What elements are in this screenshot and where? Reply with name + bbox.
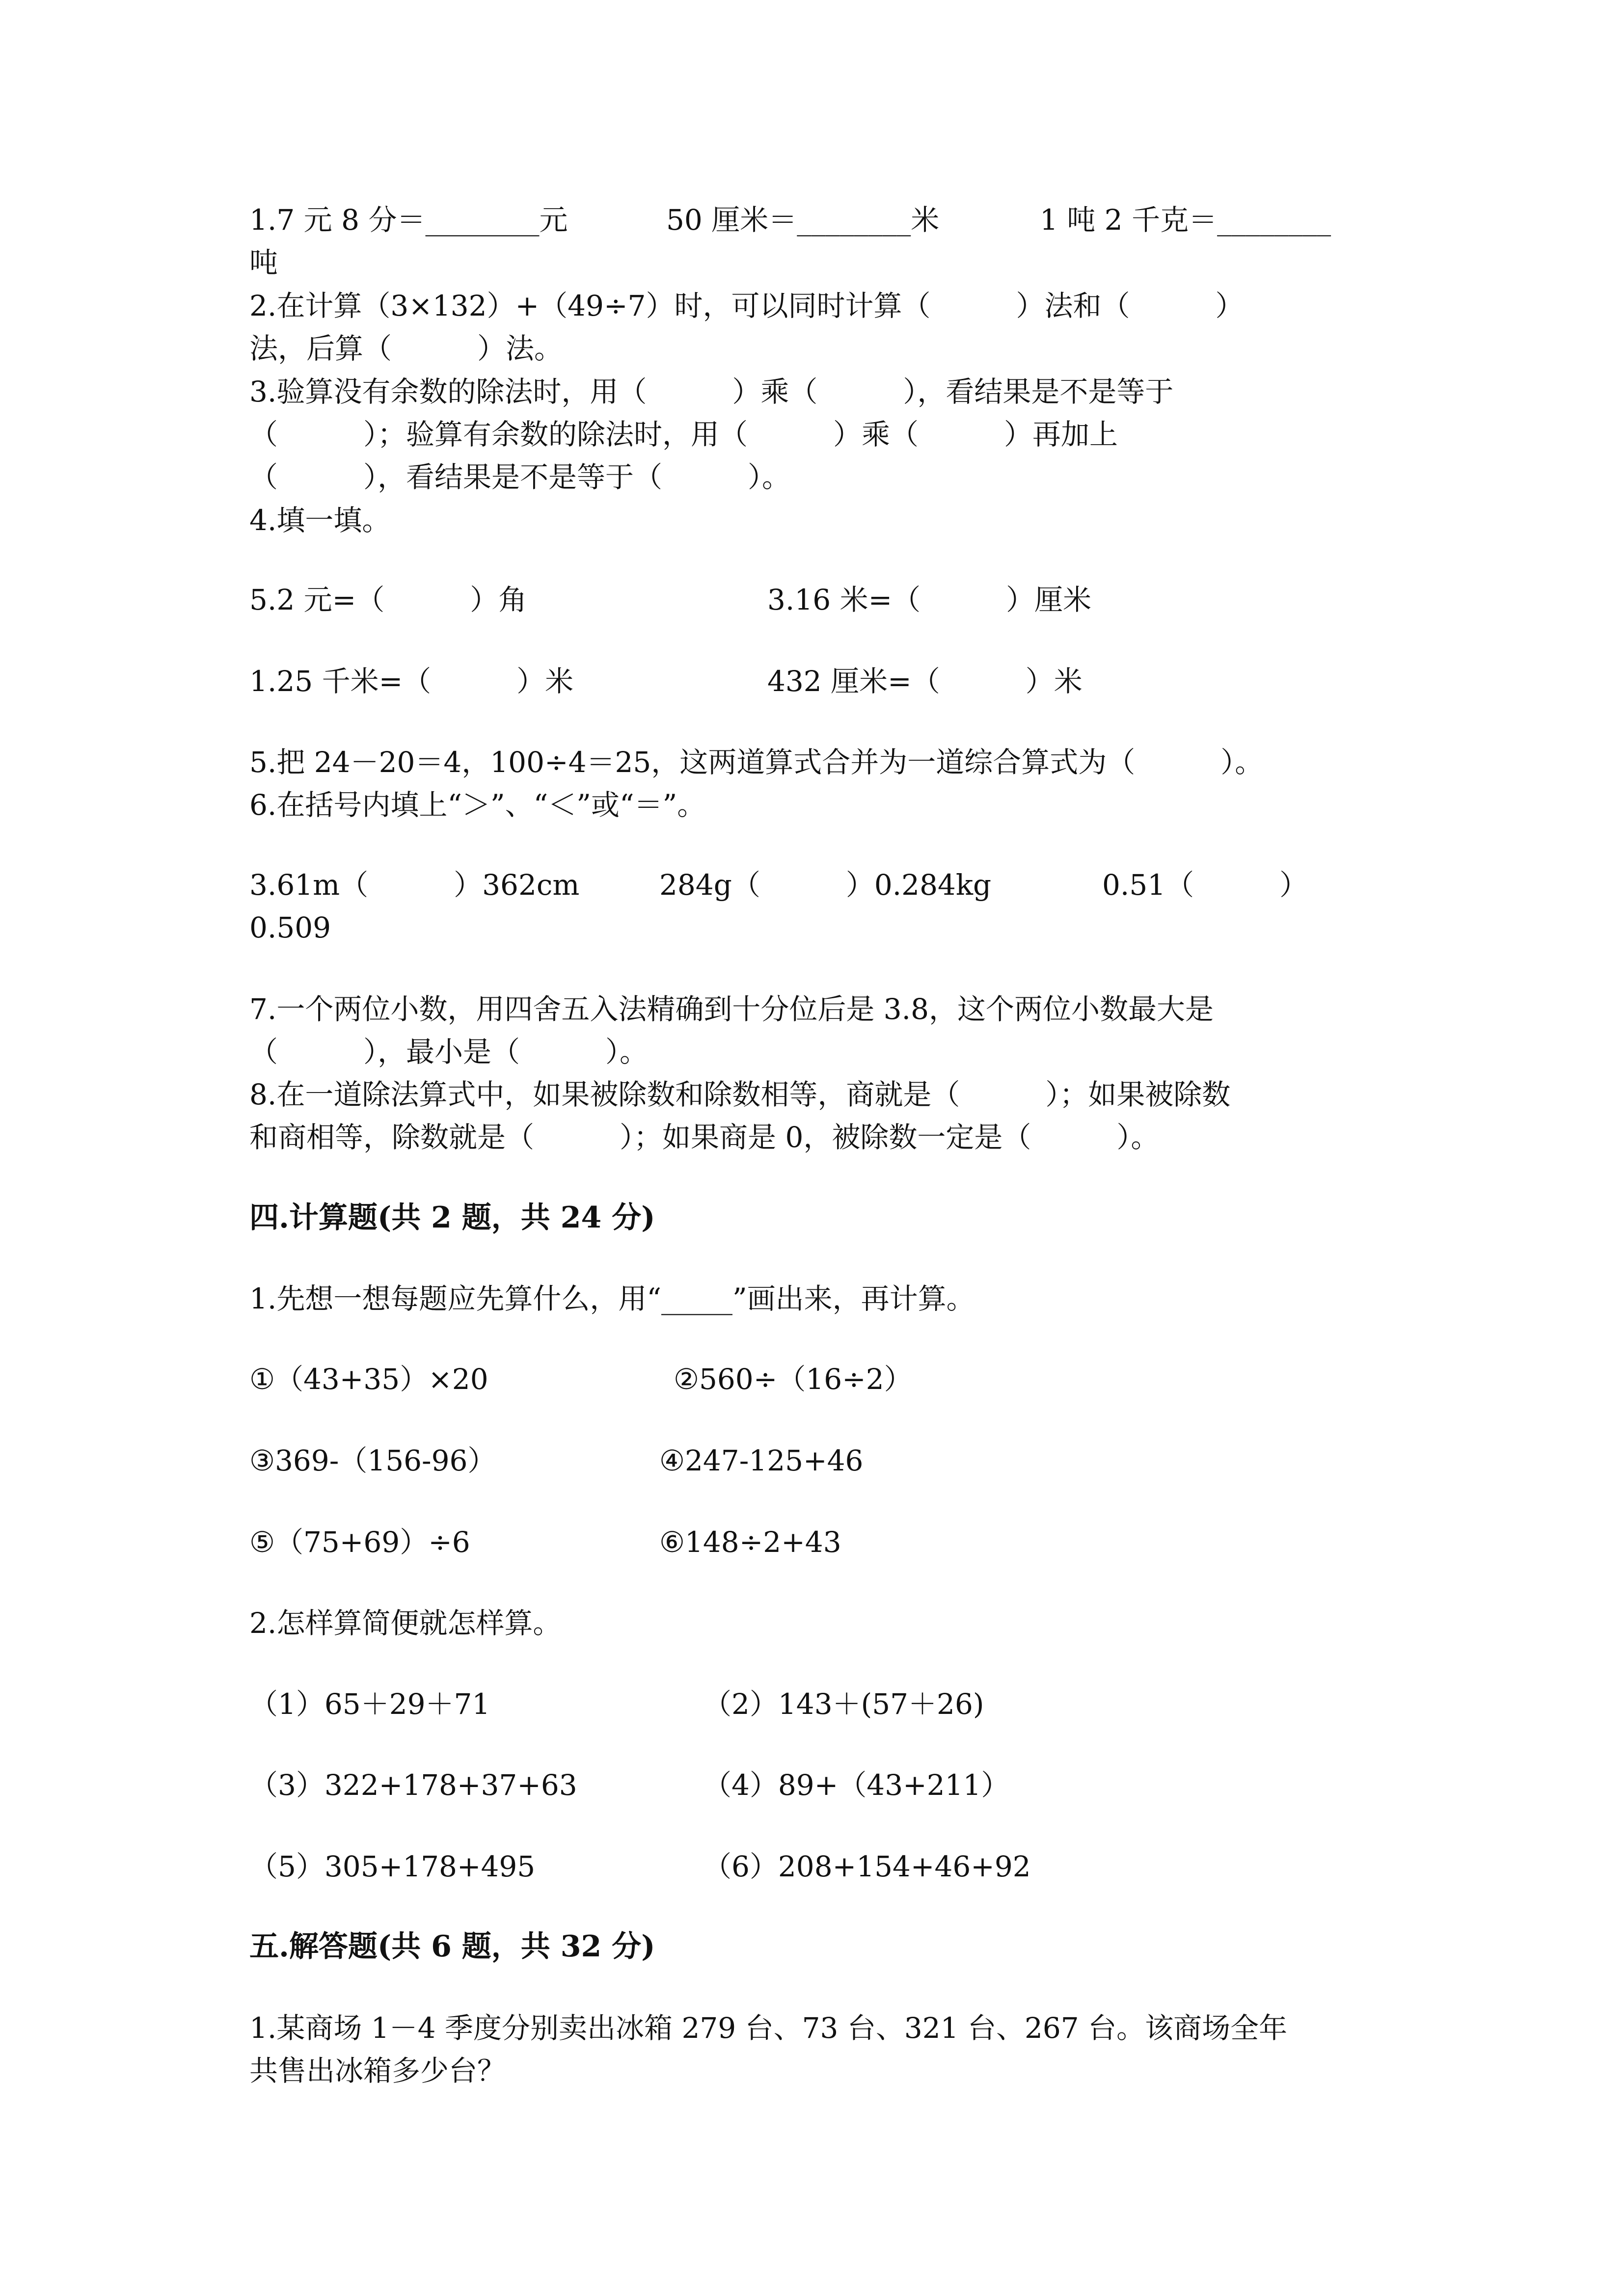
q1-wrap: 吨 — [249, 246, 278, 279]
q3-line-2: （ ）；验算有余数的除法时，用（ ）乘（ ）再加上 — [249, 418, 1118, 451]
q8-line-1: 8.在一道除法算式中，如果被除数和除数相等，商就是（ ）；如果被除数 — [249, 1078, 1231, 1111]
s4-q1-item: ④247-125+46 — [659, 1444, 864, 1477]
q1-part-c: 1 吨 2 千克＝________ — [1040, 203, 1331, 237]
q4-item: 5.2 元=（ ）角 — [249, 583, 527, 616]
s4-q1-item: ①（43+35）×20 — [249, 1362, 488, 1396]
q2-line-2: 法，后算（ ）法。 — [249, 332, 563, 365]
s4-q2-title: 2.怎样算简便就怎样算。 — [249, 1606, 562, 1640]
s4-q2-item: （5）305+178+495 — [249, 1850, 536, 1883]
q7-line-2: （ ），最小是（ ）。 — [249, 1035, 649, 1068]
s4-q2-item: （4）89+（43+211） — [703, 1768, 1010, 1802]
s4-q2-item: （6）208+154+46+92 — [703, 1850, 1031, 1883]
q1-part-b: 50 厘米＝________米 — [666, 203, 940, 237]
q4-title: 4.填一填。 — [249, 504, 391, 537]
q6-item: 0.51（ ） — [1102, 868, 1308, 902]
s5-q1-line-2: 共售出冰箱多少台？ — [249, 2054, 506, 2087]
s4-q2-item: （1）65＋29＋71 — [249, 1687, 490, 1721]
s4-q1-item: ⑤（75+69）÷6 — [249, 1525, 470, 1559]
q2-line-1: 2.在计算（3×132）+（49÷7）时，可以同时计算（ ）法和（ ） — [249, 289, 1244, 322]
q3-line-3: （ ），看结果是不是等于（ ）。 — [249, 460, 791, 494]
q3-line-1: 3.验算没有余数的除法时，用（ ）乘（ ），看结果是不是等于 — [249, 375, 1174, 408]
q4-item: 1.25 千米=（ ）米 — [249, 665, 574, 698]
q7-line-1: 7.一个两位小数，用四舍五入法精确到十分位后是 3.8，这个两位小数最大是 — [249, 992, 1214, 1026]
s4-q1-title: 1.先想一想每题应先算什么，用“_____”画出来，再计算。 — [249, 1282, 975, 1315]
q6-item: 284g（ ）0.284kg — [659, 868, 992, 902]
section-4-heading: 四.计算题(共 2 题，共 24 分) — [249, 1201, 655, 1235]
s4-q1-item: ②560÷（16÷2） — [674, 1362, 913, 1396]
q5-text: 5.把 24－20＝4，100÷4＝25，这两道算式合并为一道综合算式为（ ）。 — [249, 746, 1264, 779]
s4-q2-item: （2）143＋(57＋26) — [703, 1687, 984, 1721]
q8-line-2: 和商相等，除数就是（ ）；如果商是 0，被除数一定是（ ）。 — [249, 1121, 1160, 1154]
q4-item: 432 厘米=（ ）米 — [767, 665, 1083, 698]
q6-wrap: 0.509 — [249, 911, 331, 944]
q6-item: 3.61m（ ）362cm — [249, 868, 580, 902]
section-5-heading: 五.解答题(共 6 题，共 32 分) — [249, 1929, 655, 1964]
s4-q1-item: ⑥148÷2+43 — [659, 1525, 841, 1559]
q6-title: 6.在括号内填上“＞”、“＜”或“＝”。 — [249, 788, 706, 822]
q1-part-a: 1.7 元 8 分＝________元 — [249, 203, 568, 237]
s4-q1-item: ③369-（156-96） — [249, 1444, 496, 1477]
s5-q1-line-1: 1.某商场 1－4 季度分别卖出冰箱 279 台、73 台、321 台、267 台。该商场全年 — [249, 2011, 1288, 2045]
s4-q2-item: （3）322+178+37+63 — [249, 1768, 577, 1802]
q4-item: 3.16 米=（ ）厘米 — [767, 583, 1092, 616]
